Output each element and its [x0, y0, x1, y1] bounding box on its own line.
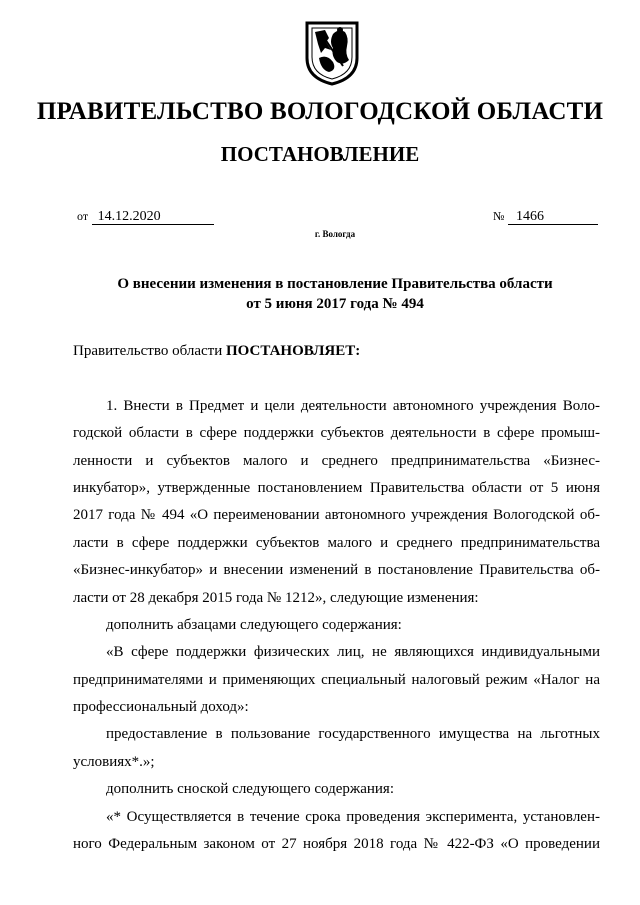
- body-line: дополнить сноской следующего содержания:: [106, 781, 395, 798]
- document-subject: [0, 274, 640, 314]
- date-field: [77, 209, 214, 225]
- body-line: ного Федеральным законом от 27 ноября 2018 года № 422-ФЗ «О проведении: [73, 836, 600, 853]
- body-line: ласти от 28 декабря 2015 года № 1212», следующие изменения:: [73, 589, 479, 606]
- number-field: [493, 209, 598, 225]
- body-line: предпринимателями и применяющих специальный налоговый режим «Налог на: [73, 671, 600, 688]
- preamble-text: Правительство области: [73, 343, 226, 359]
- body-line: «Бизнес-инкубатор» и внесении изменений в постановление Правительства об-: [73, 562, 600, 579]
- date-value: 14.12.2020: [92, 210, 214, 225]
- body-line: предоставление в пользование государственного имущества на льготных: [106, 726, 600, 743]
- body-line: условиях*.»;: [73, 753, 155, 770]
- document-type-title: ПОСТАНОВЛЕНИЕ: [220, 142, 420, 166]
- body-line: годской области в сфере поддержки субъектов деятельности в сфере промыш-: [73, 425, 600, 442]
- preamble: [73, 338, 600, 365]
- date-label: от: [77, 209, 89, 223]
- document-body: [73, 338, 600, 858]
- organization-title: ПРАВИТЕЛЬСТВО ВОЛОГОДСКОЙ ОБЛАСТИ: [36, 98, 604, 125]
- preamble-keyword: ПОСТАНОВЛЯЕТ:: [225, 343, 361, 359]
- spacer: [73, 365, 600, 392]
- body-line: ленности и субъектов малого и среднего предпринимательства «Бизнес-: [73, 452, 600, 469]
- body-line: «В сфере поддержки физических лиц, не являющихся индивидуальными: [106, 644, 600, 661]
- body-line: дополнить абзацами следующего содержания:: [106, 616, 402, 633]
- body-line: ласти в сфере поддержки субъектов малого и среднего предпринимательства: [73, 534, 600, 551]
- body-line: инкубатор», утвержденные постановлением Правительства области от 5 июня: [73, 479, 600, 496]
- subject-line: от 5 июня 2017 года № 494: [246, 296, 424, 312]
- number-label: №: [493, 209, 505, 223]
- city-label: г. Вологда: [314, 229, 356, 239]
- body-line: «* Осуществляется в течение срока проведения эксперимента, установлен-: [106, 808, 600, 825]
- body-line: 1. Внести в Предмет и цели деятельности автономного учреждения Воло-: [106, 397, 600, 414]
- subject-line: О внесении изменения в постановление Правительства области: [117, 276, 553, 292]
- body-line: профессиональный доход»:: [73, 699, 249, 716]
- coat-of-arms-icon: [303, 20, 361, 86]
- number-value: 1466: [508, 210, 598, 225]
- body-line: 2017 года № 494 «О переименовании автономного учреждения Вологодской об-: [73, 507, 600, 524]
